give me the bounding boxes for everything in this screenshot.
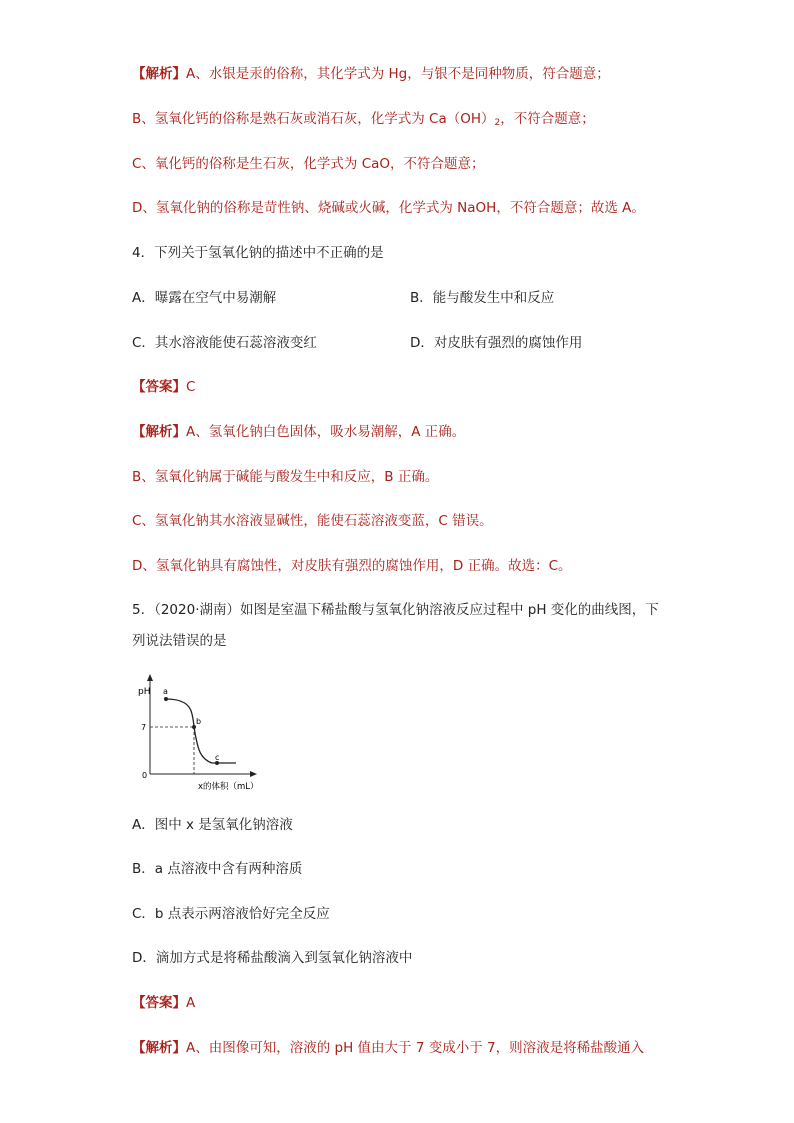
point-b-label: b [196, 717, 202, 726]
q5-option-d: D．滴加方式是将稀盐酸滴入到氢氧化钠溶液中 [132, 950, 413, 966]
ph-curve-graph [130, 672, 270, 797]
q4-analysis-line-c: C、氢氧化钠其水溶液显碱性，能使石蕊溶液变蓝，C 错误。 [132, 513, 493, 529]
analysis-tag: 【解析】 [132, 66, 186, 82]
y-axis-arrow [147, 674, 153, 681]
q3-analysis-line-d: D、氢氧化钠的俗称是苛性钠、烧碱或火碱，化学式为 NaOH，不符合题意；故选 A。 [132, 200, 645, 216]
q4-option-c: C．其水溶液能使石蕊溶液变红 [132, 335, 317, 351]
q4-option-a: A．曝露在空气中易潮解 [132, 290, 277, 306]
point-a-label: a [163, 687, 168, 696]
q3-analysis-line-a: 【解析】A、水银是汞的俗称，其化学式为 Hg，与银不是同种物质，符合题意； [132, 66, 610, 82]
q5-option-b: B．a 点溶液中含有两种溶质 [132, 861, 303, 877]
q3-analysis-line-b: B、氢氧化钙的俗称是熟石灰或消石灰，化学式为 $Ca(OH)_2$，不符合题意； [132, 111, 595, 128]
tick-7-label: 7 [141, 723, 147, 732]
point-c-label: c [215, 753, 220, 762]
q5-analysis-line-a: 【解析】A、由图像可知，溶液的 pH 值由大于 7 变成小于 7，则溶液是将稀盐酸通入 [132, 1040, 645, 1056]
point-a [164, 697, 168, 701]
q5-answer: 【答案】A [132, 995, 196, 1011]
y-axis-label: pH [138, 687, 151, 697]
q4-analysis-line-b: B、氢氧化钠属于碱能与酸发生中和反应，B 正确。 [132, 469, 439, 485]
q5-stem-line-2: 列说法错误的是 [132, 633, 227, 649]
q5-stem-line-1: 5．（2020·湖南）如图是室温下稀盐酸与氢氧化钠溶液反应过程中 pH 变化的曲线图，下 [132, 602, 659, 618]
q4-option-b: B．能与酸发生中和反应 [410, 290, 555, 306]
q4-answer: 【答案】C [132, 379, 196, 395]
q4-analysis-line-a: 【解析】A、氢氧化钠白色固体，吸水易潮解，A 正确。 [132, 424, 466, 440]
x-axis-arrow [250, 771, 257, 777]
q5-option-c: C．b 点表示两溶液恰好完全反应 [132, 906, 330, 922]
q4-option-d: D．对皮肤有强烈的腐蚀作用 [410, 335, 583, 351]
x-axis-label: x的体积（mL） [198, 782, 259, 792]
q4-analysis-line-d: D、氢氧化钠具有腐蚀性，对皮肤有强烈的腐蚀作用，D 正确。故选：C。 [132, 558, 572, 574]
q3-analysis-line-c: C、氧化钙的俗称是生石灰，化学式为 CaO，不符合题意； [132, 156, 485, 172]
q4-stem: 4．下列关于氢氧化钠的描述中不正确的是 [132, 245, 384, 261]
q5-option-a: A．图中 x 是氢氧化钠溶液 [132, 817, 293, 833]
origin-label: 0 [142, 771, 148, 780]
ph-curve [166, 699, 236, 763]
